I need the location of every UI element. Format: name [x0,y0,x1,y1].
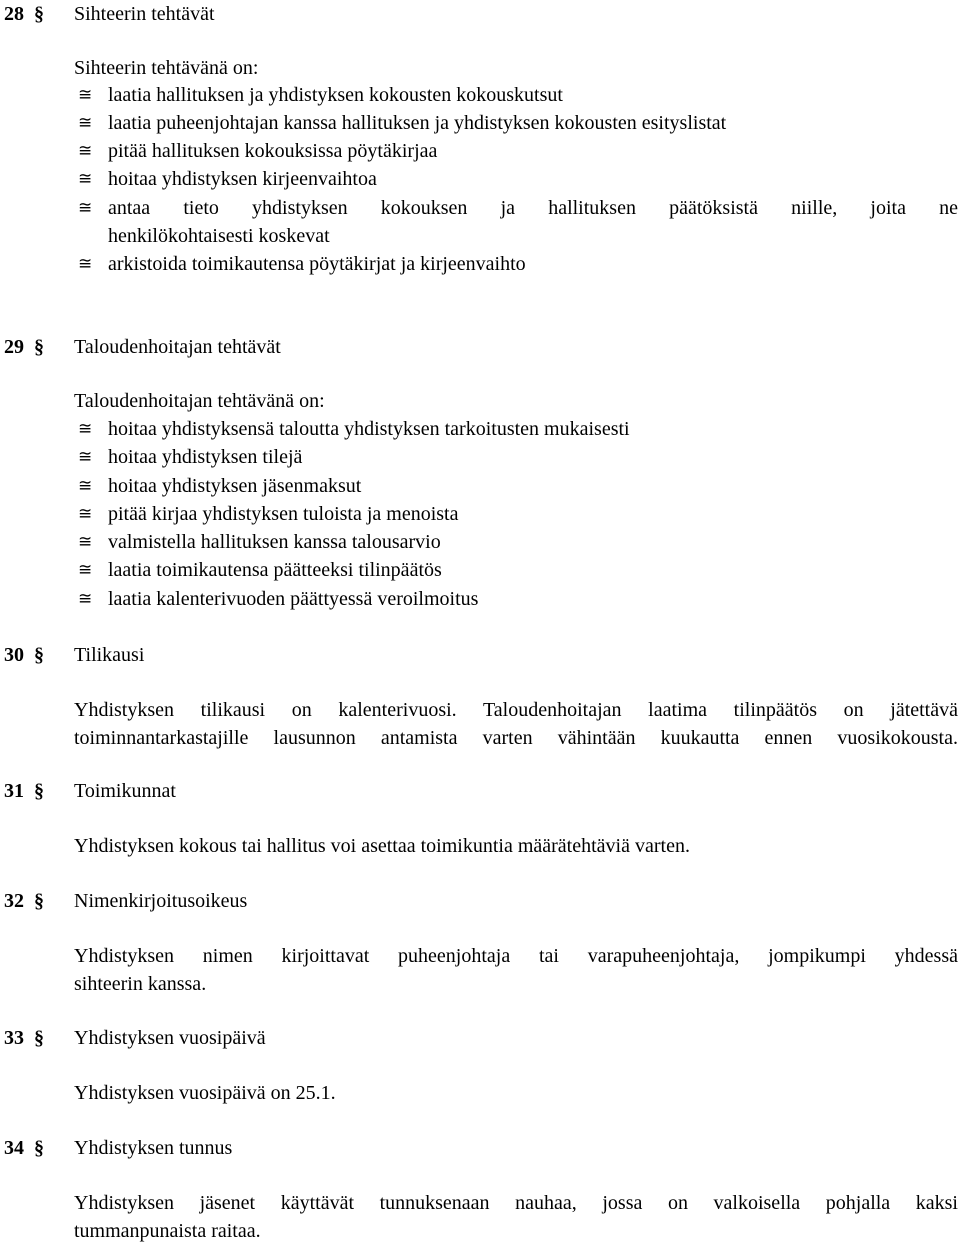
paragraph-line: tummanpunaista raitaa. [74,1220,261,1242]
bullet-icon: ≅ [78,169,93,188]
bullet-icon: ≅ [78,589,93,608]
list-item-text: laatia kalenterivuoden päättyessä veroilmoitus [108,588,479,610]
section-number: 34 [4,1137,24,1159]
paragraph-line: Yhdistyksen vuosipäivä on 25.1. [74,1082,336,1104]
section-intro: Taloudenhoitajan tehtävänä on: [74,390,325,412]
list-item-continuation: henkilökohtaisesti koskevat [108,225,330,247]
section-sign: § [34,3,44,25]
bullet-icon: ≅ [78,85,93,104]
bullet-icon: ≅ [78,476,93,495]
list-item-text: valmistella hallituksen kanssa talousarvio [108,531,441,553]
section-number: 32 [4,890,24,912]
bullet-icon: ≅ [78,532,93,551]
paragraph-line: Yhdistyksen nimen kirjoittavat puheenjohtaja tai varapuheenjohtaja, jompikumpi yhdessä [74,945,958,967]
list-item-text: hoitaa yhdistyksen kirjeenvaihtoa [108,168,377,190]
list-item-text: laatia toimikautensa päätteeksi tilinpäätös [108,559,442,581]
section-number: 33 [4,1027,24,1049]
list-item-text: pitää kirjaa yhdistyksen tuloista ja menoista [108,503,459,525]
paragraph-line: sihteerin kanssa. [74,973,207,995]
bullet-icon: ≅ [78,447,93,466]
list-item-text: arkistoida toimikautensa pöytäkirjat ja kirjeenvaihto [108,253,526,275]
bullet-icon: ≅ [78,419,93,438]
section-intro: Sihteerin tehtävänä on: [74,57,259,79]
section-number: 31 [4,780,24,802]
section-title: Sihteerin tehtävät [74,3,215,25]
list-item-text: antaa tieto yhdistyksen kokouksen ja hallituksen päätöksistä niille, joita ne [108,197,958,219]
bullet-icon: ≅ [78,560,93,579]
bullet-icon: ≅ [78,141,93,160]
section-sign: § [34,336,44,358]
section-sign: § [34,890,44,912]
section-title: Taloudenhoitajan tehtävät [74,336,281,358]
section-sign: § [34,644,44,666]
section-title: Yhdistyksen vuosipäivä [74,1027,266,1049]
list-item-text: hoitaa yhdistyksensä taloutta yhdistyksen tarkoitusten mukaisesti [108,418,630,440]
paragraph-line: toiminnantarkastajille lausunnon antamista varten vähintään kuukautta ennen vuosikokousta. [74,727,958,749]
bullet-icon: ≅ [78,198,93,217]
section-title: Nimenkirjoitusoikeus [74,890,248,912]
paragraph-line: Yhdistyksen tilikausi on kalenterivuosi. Taloudenhoitajan laatima tilinpäätös on jätettävä [74,699,958,721]
section-sign: § [34,1027,44,1049]
section-sign: § [34,780,44,802]
list-item-text: pitää hallituksen kokouksissa pöytäkirjaa [108,140,438,162]
list-item-text: laatia puheenjohtajan kanssa hallituksen ja yhdistyksen kokousten esityslistat [108,112,727,134]
bullet-icon: ≅ [78,254,93,273]
list-item-text: hoitaa yhdistyksen tilejä [108,446,303,468]
bullet-icon: ≅ [78,113,93,132]
section-title: Tilikausi [74,644,145,666]
section-title: Yhdistyksen tunnus [74,1137,233,1159]
paragraph-line: Yhdistyksen kokous tai hallitus voi asettaa toimikuntia määrätehtäviä varten. [74,835,690,857]
section-sign: § [34,1137,44,1159]
section-number: 29 [4,336,24,358]
list-item-text: laatia hallituksen ja yhdistyksen kokousten kokouskutsut [108,84,563,106]
section-number: 28 [4,3,24,25]
paragraph-line: Yhdistyksen jäsenet käyttävät tunnuksenaan nauhaa, jossa on valkoisella pohjalla kaksi [74,1192,958,1214]
section-title: Toimikunnat [74,780,176,802]
section-number: 30 [4,644,24,666]
list-item-text: hoitaa yhdistyksen jäsenmaksut [108,475,362,497]
bullet-icon: ≅ [78,504,93,523]
